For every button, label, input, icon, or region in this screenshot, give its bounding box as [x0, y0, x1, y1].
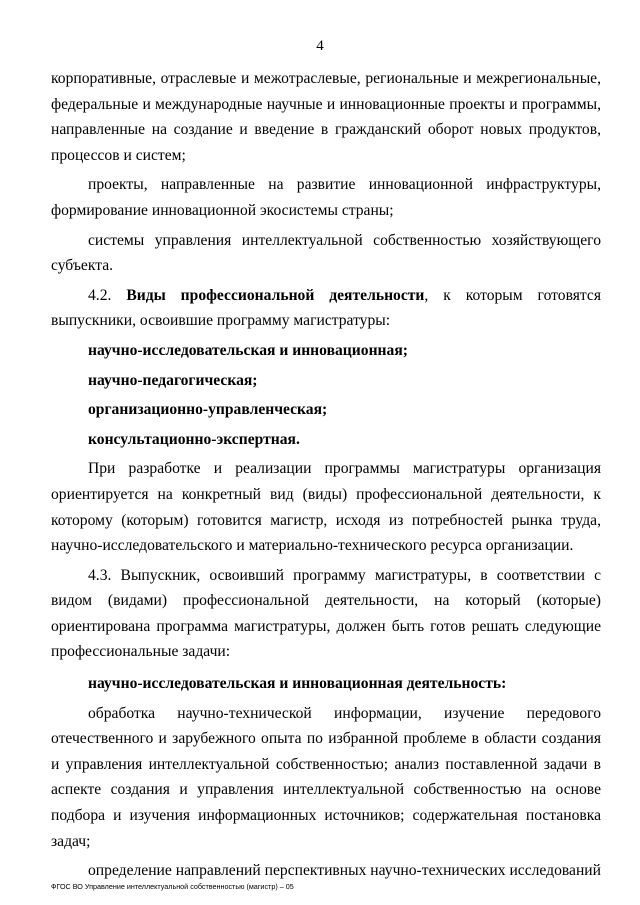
activity-type-item: организационно-управленческая;: [88, 401, 328, 419]
paragraph-project-types: корпоративные, отраслевые и межотраслевые, региональные и межрегиональные, федеральные и международные научные и инновационные проекты и программы, направленные на создание и введение в гражданский оборот новых продуктов, процессов и систем;: [51, 70, 601, 164]
activity-type-item: научно-исследовательская и инновационная;: [88, 341, 408, 359]
section-number: 4.2.: [88, 286, 112, 304]
section-4-3-paragraph: 4.3. Выпускник, освоивший программу магистратуры, в соответствии с видом (видами) профессиональной деятельности, на который (которые) ориентирована программа магистратуры, должен быть готов решать следующие профессиональные задачи:: [51, 566, 601, 661]
activity-heading: научно-исследовательская и инновационная деятельность:: [88, 675, 507, 693]
section-4-2-paragraph: [51, 283, 601, 334]
paragraph-research-directions: определение направлений перспективных научно-технических исследований: [88, 862, 601, 880]
activity-type-item: научно-педагогическая;: [88, 371, 258, 389]
section-bold-term: Виды профессиональной деятельности: [126, 286, 425, 304]
paragraph-ip-management-systems: системы управления интеллектуальной собственностью хозяйствующего субъекта.: [51, 231, 601, 275]
page-number: 4: [316, 38, 324, 54]
document-body: [51, 66, 601, 884]
paragraph-program-orientation: При разработке и реализации программы магистратуры организация ориентируется на конкретный вид (виды) профессиональной деятельности, к которому (которым) готовится магистр, исходя из потребностей рынка труда, научно-исследовательского и материально-технического ресурса организации.: [51, 460, 601, 555]
paragraph-infrastructure-projects: проекты, направленные на развитие инновационной инфраструктуры, формирование инновационной экосистемы страны;: [51, 176, 601, 219]
paragraph-research-tasks: обработка научно-технической информации, изучение передового отечественного и зарубежного опыта по избранной проблеме в области создания и управления интеллектуальной собственностью; анализ поставленной задачи в аспекте создания и управления интеллектуальной собственностью на основе подбора и изучения информационных источников; содержательная постановка задач;: [51, 704, 601, 850]
page-footer: ФГОС ВО Управление интеллектуальной собственностью (магистр) – 05: [51, 882, 294, 891]
activity-type-item: консультационно-экспертная.: [88, 430, 300, 448]
section-text: , к которым готовятся выпускники, освоившие программу магистратуры:: [51, 286, 601, 330]
